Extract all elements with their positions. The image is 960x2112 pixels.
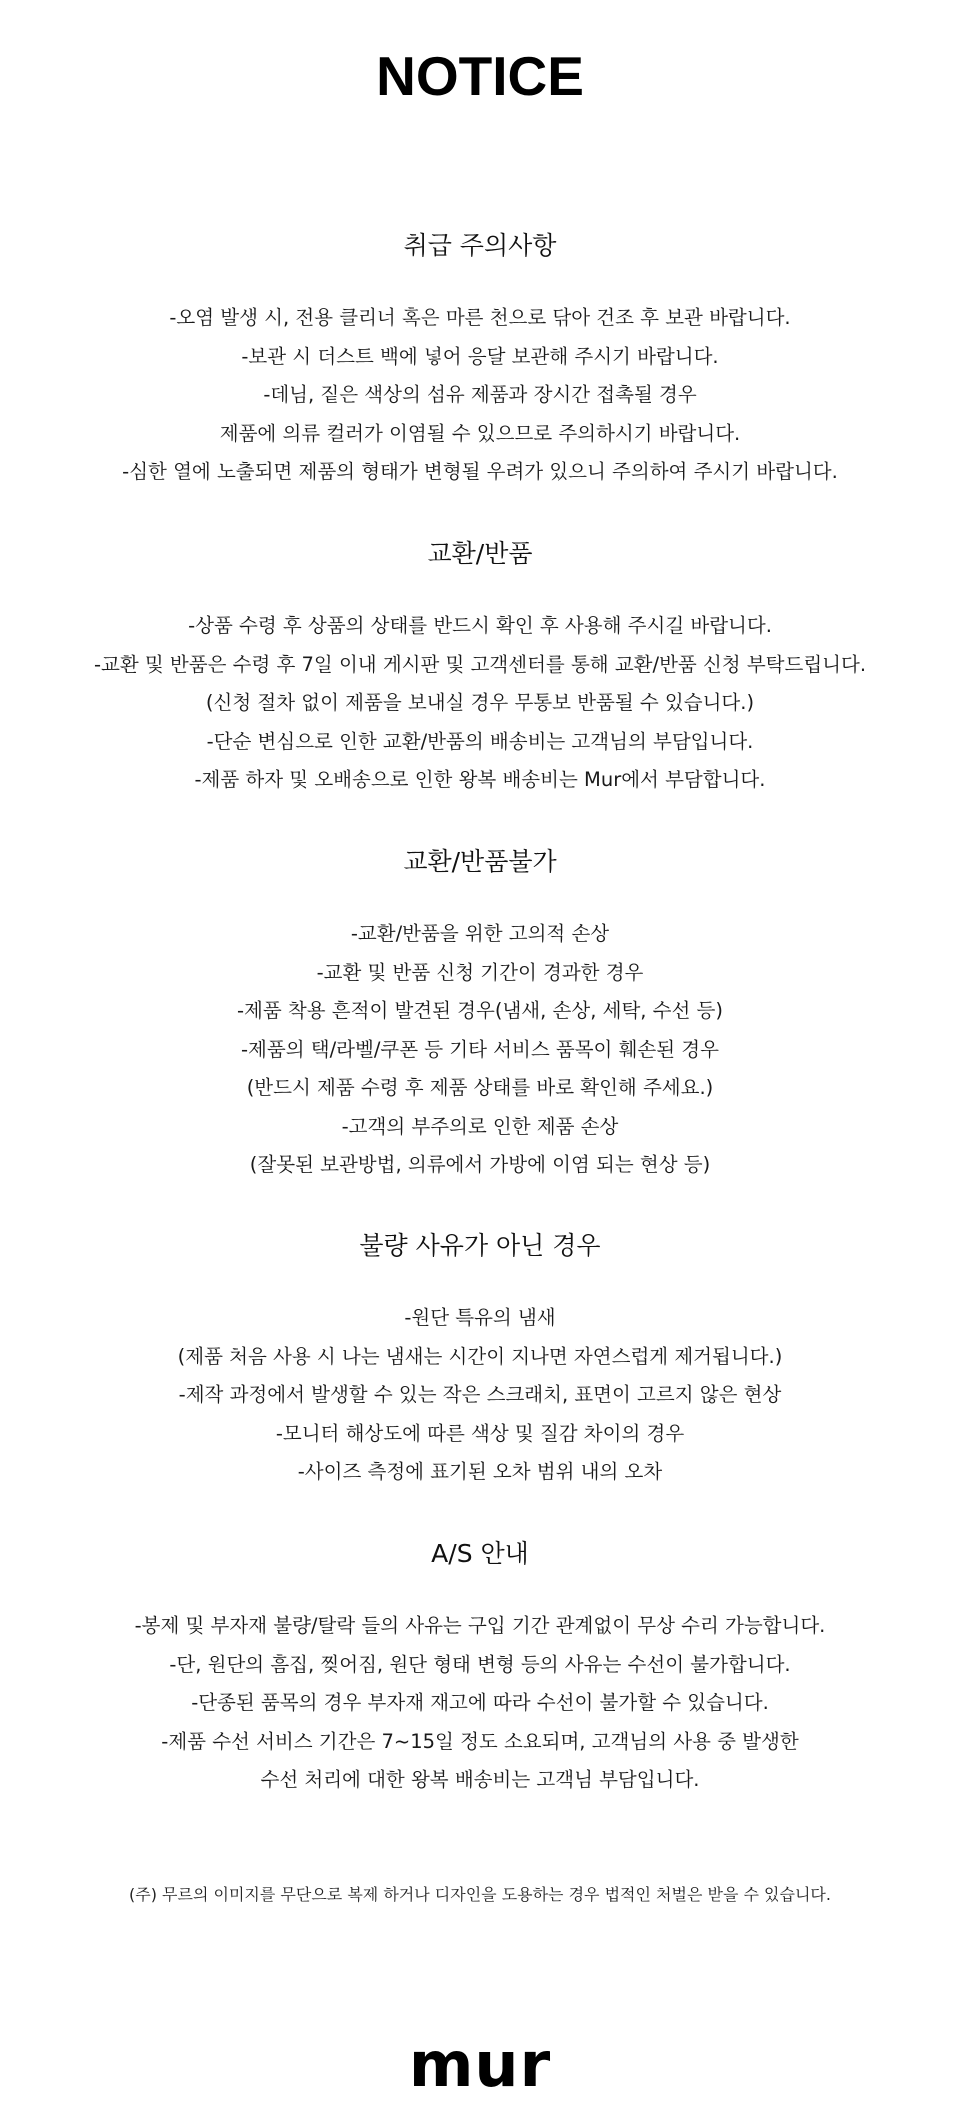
section-lines bbox=[0, 1607, 960, 1800]
notice-line: -원단 특유의 냄새 bbox=[404, 1306, 556, 1329]
section-as-guide bbox=[0, 1535, 960, 1800]
notice-line: -제품 하자 및 오배송으로 인한 왕복 배송비는 Mur에서 부담합니다. bbox=[194, 768, 766, 791]
notice-line: -사이즈 측정에 표기된 오차 범위 내의 오차 bbox=[297, 1460, 663, 1483]
section-heading: A/S 안내 bbox=[431, 1539, 529, 1568]
section-lines bbox=[0, 607, 960, 800]
section-heading: 불량 사유가 아닌 경우 bbox=[359, 1231, 601, 1260]
notice-line: -제품 착용 흔적이 발견된 경우(냄새, 손상, 세탁, 수선 등) bbox=[236, 999, 723, 1022]
notice-line: -교환 및 반품 신청 기간이 경과한 경우 bbox=[316, 960, 644, 984]
section-heading: 취급 주의사항 bbox=[403, 231, 557, 260]
notice-line: -보관 시 더스트 백에 넣어 응달 보관해 주시기 바랍니다. bbox=[241, 344, 719, 368]
notice-line: -제작 과정에서 발생할 수 있는 작은 스크래치, 표면이 고르지 않은 현상 bbox=[178, 1383, 782, 1406]
notice-line: -제품의 택/라벨/쿠폰 등 기타 서비스 품목이 훼손된 경우 bbox=[241, 1037, 719, 1061]
notice-line: -모니터 해상도에 따른 색상 및 질감 차이의 경우 bbox=[275, 1421, 685, 1445]
notice-line: 수선 처리에 대한 왕복 배송비는 고객님 부담입니다. bbox=[260, 1768, 700, 1791]
section-lines bbox=[0, 1299, 960, 1492]
notice-line: -교환/반품을 위한 고의적 손상 bbox=[350, 922, 610, 945]
notice-line: -제품 수선 서비스 기간은 7~15일 정도 소요되며, 고객님의 사용 중 발생한 bbox=[161, 1729, 799, 1753]
notice-line: -심한 열에 노출되면 제품의 형태가 변형될 우려가 있으니 주의하여 주시기 바랍니다. bbox=[122, 460, 838, 483]
notice-line: -데님, 짙은 색상의 섬유 제품과 장시간 접촉될 경우 bbox=[263, 383, 697, 406]
section-heading: 교환/반품불가 bbox=[403, 847, 557, 876]
notice-line: 제품에 의류 컬러가 이염될 수 있으므로 주의하시기 바랍니다. bbox=[219, 421, 741, 445]
notice-line: -단, 원단의 흠집, 찢어짐, 원단 형태 변형 등의 사유는 수선이 불가합니다. bbox=[169, 1652, 791, 1676]
section-not-defect bbox=[0, 1227, 960, 1492]
page-title: NOTICE bbox=[376, 45, 584, 107]
notice-line: -봉제 및 부자재 불량/탈락 들의 사유는 구입 기간 관계없이 무상 수리 가능합니다. bbox=[134, 1614, 826, 1637]
section-no-exchange-return bbox=[0, 843, 960, 1185]
section-exchange-return bbox=[0, 535, 960, 800]
copyright-notice: (주) 무르의 이미지를 무단으로 복제 하거나 디자인을 도용하는 경우 법적인 처벌은 받을 수 있습니다. bbox=[129, 1885, 831, 1904]
notice-line: (제품 처음 사용 시 나는 냄새는 시간이 지나면 자연스럽게 제거됩니다.) bbox=[177, 1344, 783, 1368]
notice-line: -단종된 품목의 경우 부자재 재고에 따라 수선이 불가할 수 있습니다. bbox=[191, 1691, 769, 1714]
notice-line: (잘못된 보관방법, 의류에서 가방에 이염 되는 현상 등) bbox=[249, 1153, 711, 1176]
brand-logo: mur bbox=[408, 2028, 552, 2101]
notice-line: -상품 수령 후 상품의 상태를 반드시 확인 후 사용해 주시길 바랍니다. bbox=[188, 614, 772, 637]
notice-line: -단순 변심으로 인한 교환/반품의 배송비는 고객님의 부담입니다. bbox=[206, 729, 754, 753]
section-heading: 교환/반품 bbox=[427, 539, 533, 568]
notice-line: -교환 및 반품은 수령 후 7일 이내 게시판 및 고객센터를 통해 교환/반품 신청 부탁드립니다. bbox=[93, 652, 867, 676]
notice-line: -오염 발생 시, 전용 클리너 혹은 마른 천으로 닦아 건조 후 보관 바랍니다. bbox=[169, 306, 791, 329]
notice-line: (신청 절차 없이 제품을 보내실 경우 무통보 반품될 수 있습니다.) bbox=[205, 691, 755, 714]
section-lines bbox=[0, 299, 960, 492]
notice-line: (반드시 제품 수령 후 제품 상태를 바로 확인해 주세요.) bbox=[246, 1076, 714, 1099]
notice-line: -고객의 부주의로 인한 제품 손상 bbox=[341, 1114, 619, 1138]
section-handling-precautions bbox=[0, 227, 960, 492]
section-lines bbox=[0, 915, 960, 1185]
